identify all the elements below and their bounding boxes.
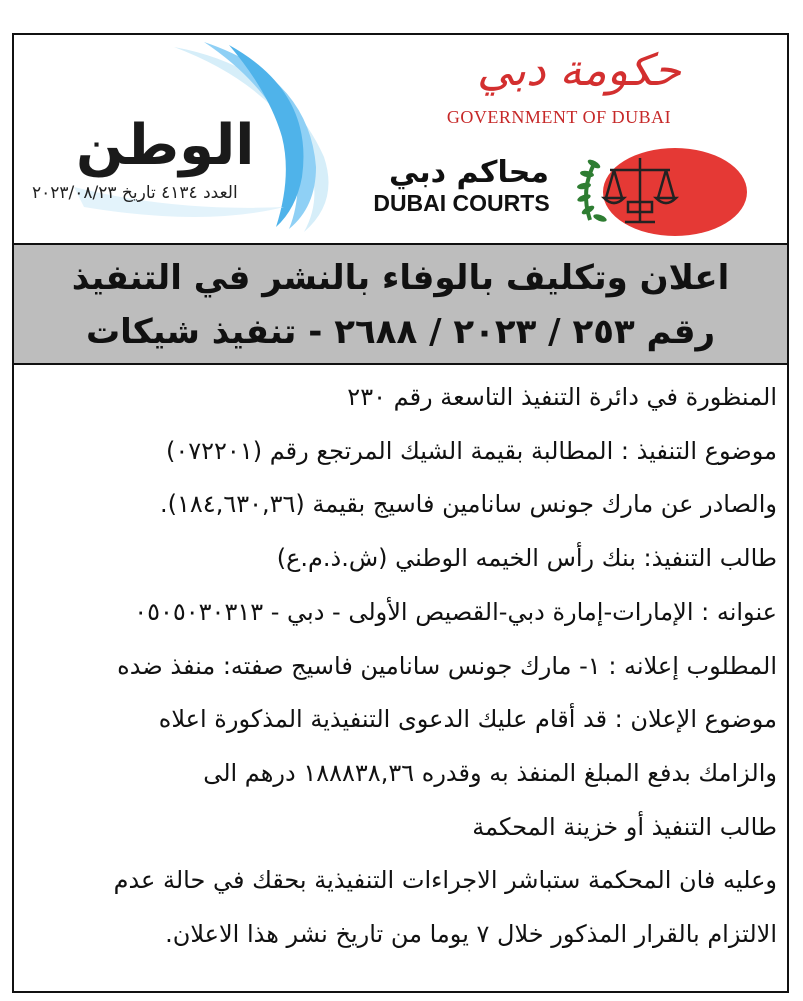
title-line-1: اعلان وتكليف بالوفاء بالنشر في التنفيذ: [71, 258, 730, 298]
body-line-7: موضوع الإعلان : قد أقام عليك الدعوى التنفيذية المذكورة اعلاه: [158, 705, 777, 734]
announcement-frame: [12, 33, 789, 993]
body-line-11: الالتزام بالقرار المذكور خلال ٧ يوما من تاريخ نشر هذا الاعلان.: [165, 920, 777, 949]
body-line-10: وعليه فان المحكمة ستباشر الاجراءات التنفيذية بحقك في حالة عدم: [113, 866, 777, 895]
body-line-1: المنظورة في دائرة التنفيذ التاسعة رقم ٢٣٠: [347, 383, 777, 411]
body-line-2: موضوع التنفيذ : المطالبة بقيمة الشيك المرتجع رقم (٠٧٢٢٠١): [165, 436, 777, 465]
body-line-8: والزامك بدفع المبلغ المنفذ به وقدره ١٨٨٨٣٨,٣٦ درهم الى: [203, 758, 777, 787]
body-line-3: والصادر عن مارك جونس سانامين فاسيج بقيمة (١٨٤,٦٣٠,٣٦).: [160, 490, 777, 519]
announcement-body: [24, 371, 777, 962]
announcement-title: [14, 243, 787, 365]
courts-english-name: DUBAI COURTS: [373, 190, 550, 216]
body-line-6: المطلوب إعلانه : ١- مارك جونس سانامين فاسيج صفته: منفذ ضده: [117, 651, 777, 680]
body-line-4: طالب التنفيذ: بنك رأس الخيمه الوطني (ش.ذ.م.ع): [276, 544, 777, 573]
newspaper-logo: الوطن: [76, 113, 255, 178]
header: [14, 35, 787, 240]
government-arabic-logo: حكومة دبي: [477, 45, 681, 96]
courts-scales-emblem: [570, 140, 750, 240]
body-line-9: طالب التنفيذ أو خزينة المحكمة: [472, 812, 777, 841]
title-line-2: رقم ٢٥٣ / ٢٠٢٣ / ٢٦٨٨ - تنفيذ شيكات: [85, 312, 716, 352]
government-english-logo: GOVERNMENT OF DUBAI: [446, 107, 672, 127]
body-line-5: عنوانه : الإمارات-إمارة دبي-القصيص الأولى - دبي - ٠٥٠٥٠٣٠٣١٣: [134, 597, 777, 626]
courts-arabic-name: محاكم دبي: [389, 155, 549, 190]
issue-line: العدد ٤١٣٤ تاريخ ٢٠٢٣/٠٨/٢٣: [32, 183, 238, 203]
